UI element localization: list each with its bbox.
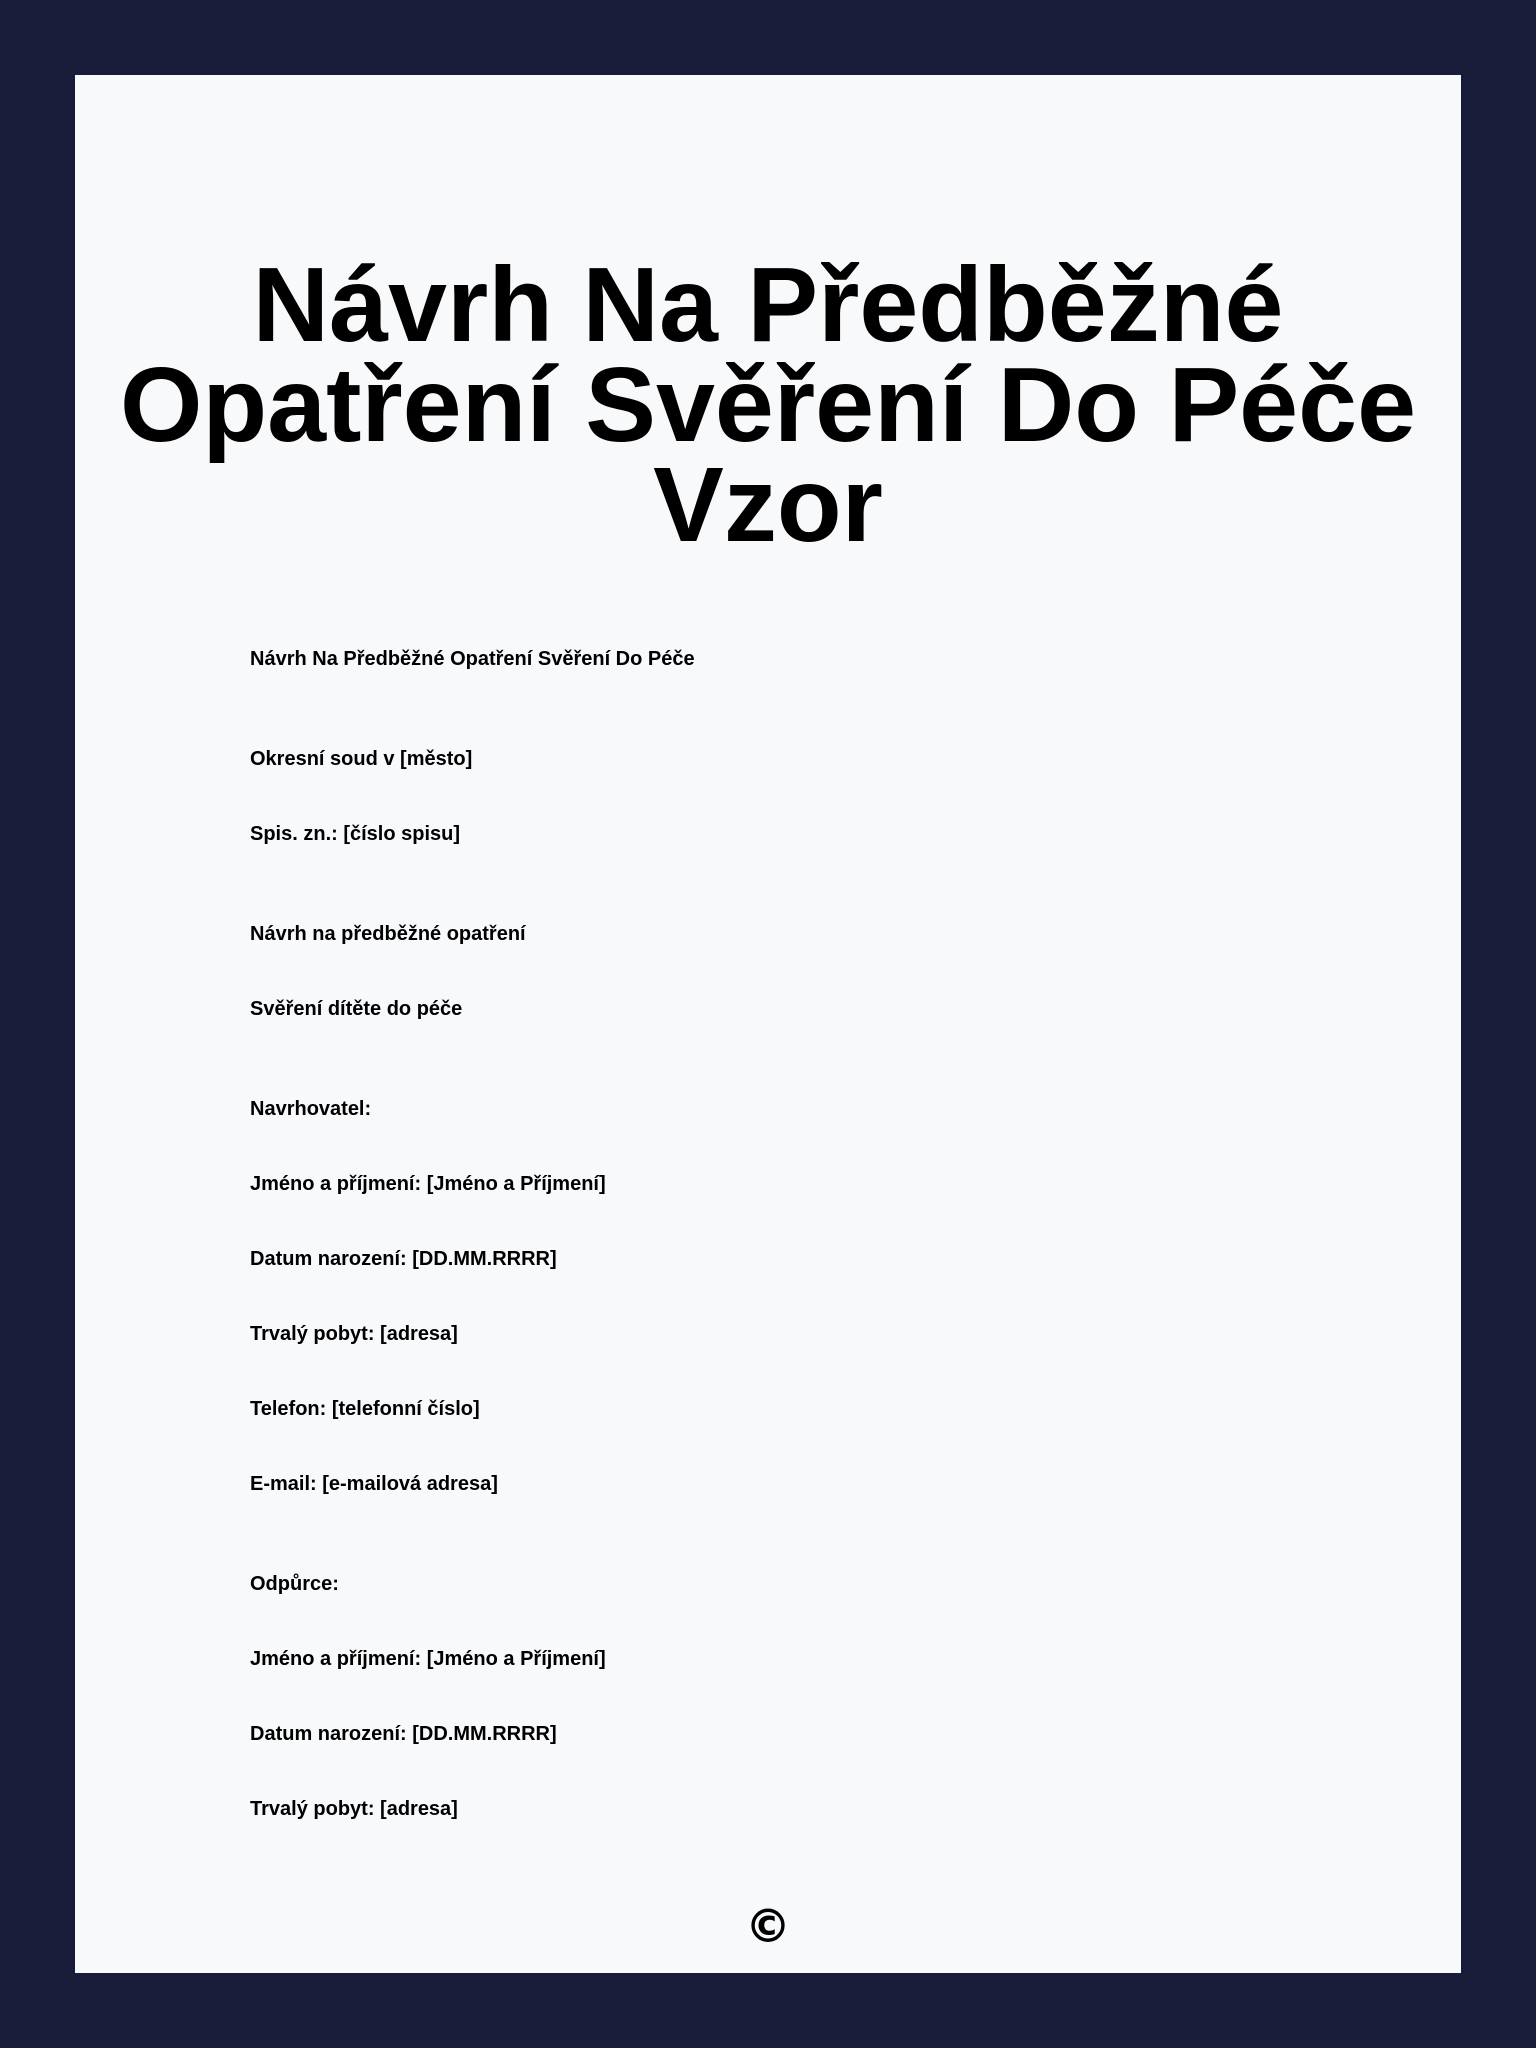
petitioner-email: E-mail: [e-mailová adresa] [250,1473,498,1495]
document-title: Návrh Na Předběžné Opatření Svěření Do Péče Vzor [119,246,1417,564]
petitioner-label: Navrhovatel: [250,1098,372,1120]
copyright-icon: © [745,1899,791,1953]
court-line: Okresní soud v [město] [250,748,473,770]
petitioner-birth-date: Datum narození: [DD.MM.RRRR] [250,1248,557,1270]
petitioner-name: Jméno a příjmení: [Jméno a Příjmení] [250,1173,606,1195]
respondent-label: Odpůrce: [250,1573,339,1595]
motion-subject: Svěření dítěte do péče [250,998,463,1020]
petitioner-residence: Trvalý pobyt: [adresa] [250,1323,458,1345]
document-heading: Návrh Na Předběžné Opatření Svěření Do Péče [250,648,695,670]
document-body [250,647,1361,1821]
petitioner-phone: Telefon: [telefonní číslo] [250,1398,480,1420]
respondent-name: Jméno a příjmení: [Jméno a Příjmení] [250,1648,606,1670]
motion-title: Návrh na předběžné opatření [250,923,526,945]
respondent-birth-date: Datum narození: [DD.MM.RRRR] [250,1723,557,1745]
respondent-residence: Trvalý pobyt: [adresa] [250,1798,458,1820]
file-number-line: Spis. zn.: [číslo spisu] [250,823,461,845]
document-page [75,75,1461,1973]
